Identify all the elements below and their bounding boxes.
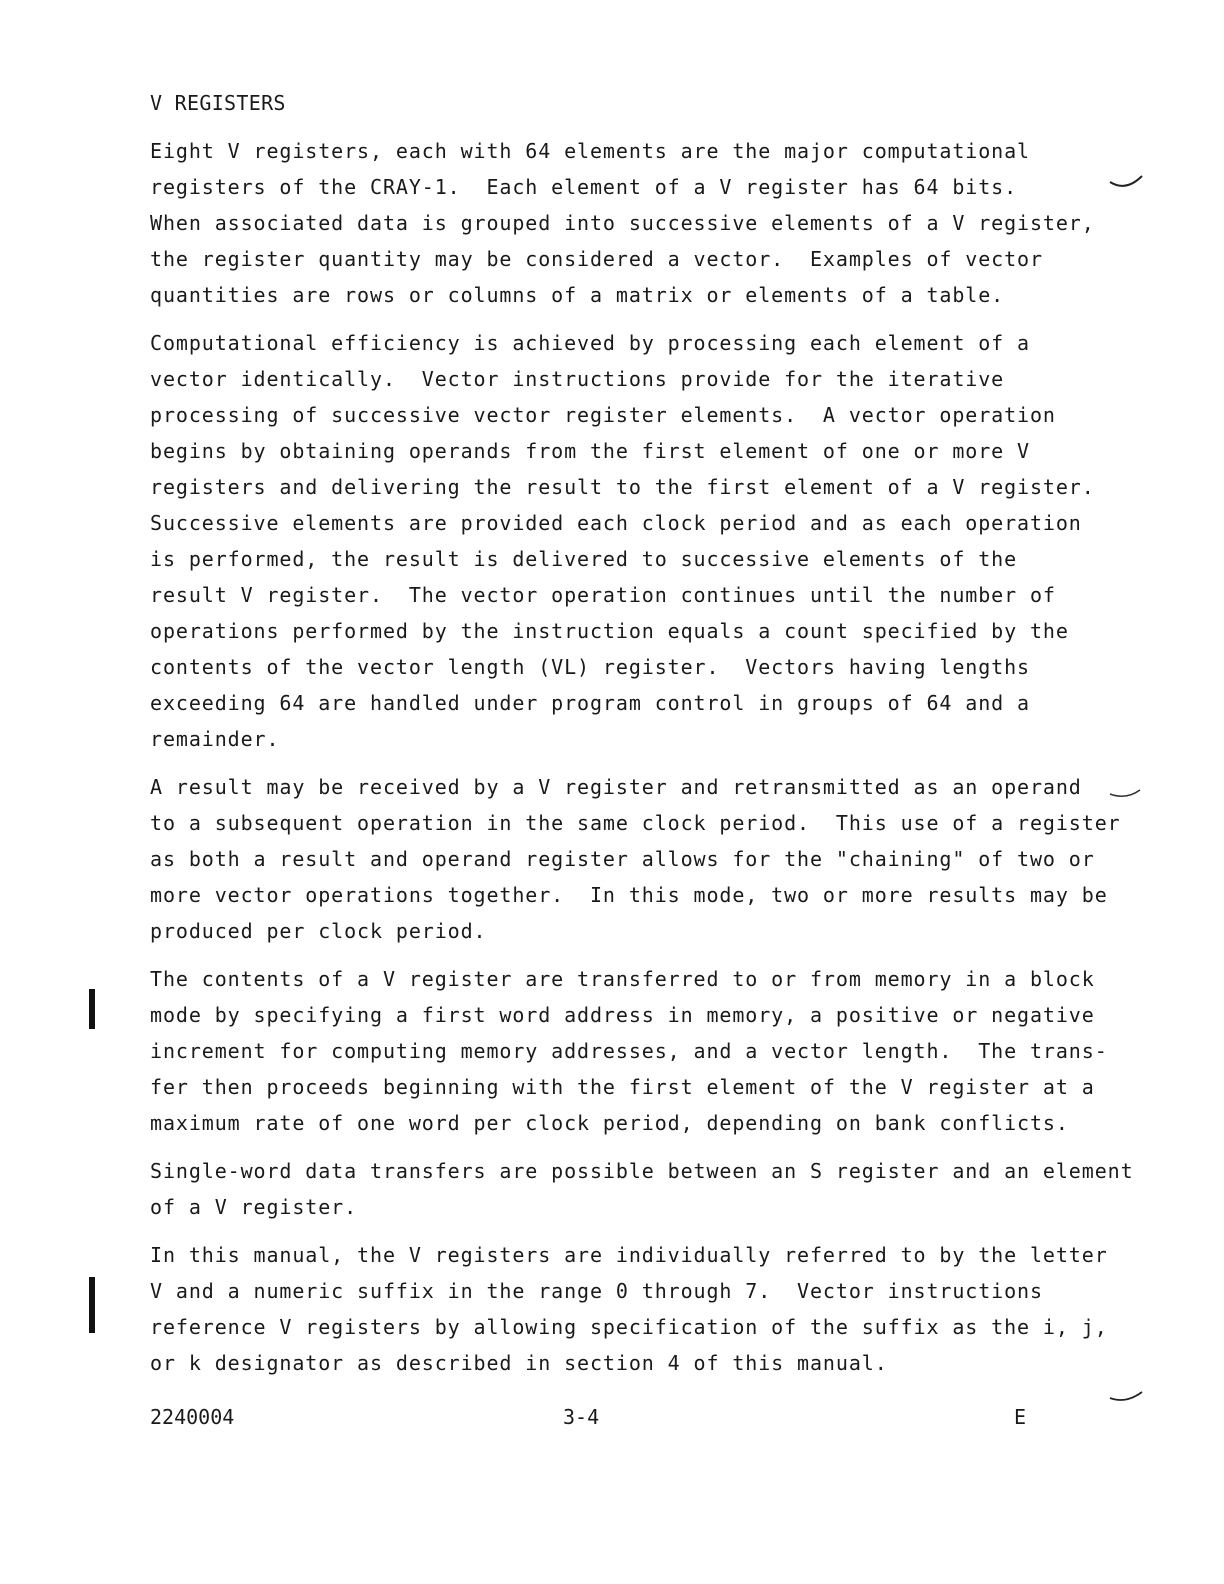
- change-bar: [89, 989, 95, 1029]
- text-line: registers and delivering the result to the first element of a V register.: [150, 475, 1095, 499]
- paragraph: [150, 133, 1095, 313]
- text-line: the register quantity may be considered a vector. Examples of vector: [150, 247, 1043, 271]
- text-line: Computational efficiency is achieved by processing each element of a: [150, 331, 1030, 355]
- text-line: more vector operations together. In this mode, two or more results may be: [150, 883, 1108, 907]
- paragraph: [150, 769, 1121, 949]
- text-line: When associated data is grouped into successive elements of a V register,: [150, 211, 1095, 235]
- text-line: V and a numeric suffix in the range 0 through 7. Vector instructions: [150, 1279, 1043, 1303]
- text-line: begins by obtaining operands from the first element of one or more V: [150, 439, 1030, 463]
- text-line: In this manual, the V registers are individually referred to by the letter: [150, 1243, 1108, 1267]
- text-line: maximum rate of one word per clock period, depending on bank conflicts.: [150, 1111, 1069, 1135]
- text-line: registers of the CRAY-1. Each element of a V register has 64 bits.: [150, 175, 1018, 199]
- text-line: Single-word data transfers are possible between an S register and an element: [150, 1159, 1134, 1183]
- text-line: to a subsequent operation in the same clock period. This use of a register: [150, 811, 1121, 835]
- text-line: fer then proceeds beginning with the first element of the V register at a: [150, 1075, 1095, 1099]
- text-line: A result may be received by a V register and retransmitted as an operand: [150, 775, 1082, 799]
- text-line: mode by specifying a first word address in memory, a positive or negative: [150, 1003, 1095, 1027]
- text-line: vector identically. Vector instructions provide for the iterative: [150, 367, 1005, 391]
- text-line: of a V register.: [150, 1195, 358, 1219]
- text-line: remainder.: [150, 727, 280, 751]
- paragraph: [150, 1237, 1108, 1381]
- text-line: result V register. The vector operation continues until the number of: [150, 583, 1056, 607]
- text-line: produced per clock period.: [150, 919, 487, 943]
- text-line: exceeding 64 are handled under program control in groups of 64 and a: [150, 691, 1030, 715]
- change-bar: [89, 1277, 95, 1333]
- text-line: as both a result and operand register allows for the "chaining" of two or: [150, 847, 1095, 871]
- text-line: or k designator as described in section 4 of this manual.: [150, 1351, 888, 1375]
- text-line: reference V registers by allowing specification of the suffix as the i, j,: [150, 1315, 1108, 1339]
- footer-doc-number: 2240004: [150, 1405, 235, 1429]
- paragraph: [150, 1153, 1134, 1225]
- margin-mark-icon: [1108, 1388, 1144, 1408]
- footer-revision: E: [1014, 1405, 1027, 1429]
- text-line: processing of successive vector register elements. A vector operation: [150, 403, 1056, 427]
- text-line: Successive elements are provided each clock period and as each operation: [150, 511, 1082, 535]
- section-heading: V REGISTERS: [150, 91, 286, 115]
- footer-page-number: 3-4: [563, 1405, 600, 1429]
- text-line: quantities are rows or columns of a matrix or elements of a table.: [150, 283, 1005, 307]
- text-line: The contents of a V register are transferred to or from memory in a block: [150, 967, 1095, 991]
- paragraph: [150, 961, 1108, 1141]
- text-line: is performed, the result is delivered to successive elements of the: [150, 547, 1018, 571]
- text-line: increment for computing memory addresses, and a vector length. The trans-: [150, 1039, 1108, 1063]
- margin-mark-icon: [1108, 784, 1144, 804]
- text-line: contents of the vector length (VL) register. Vectors having lengths: [150, 655, 1030, 679]
- paragraph: [150, 325, 1095, 757]
- text-line: operations performed by the instruction equals a count specified by the: [150, 619, 1069, 643]
- text-line: Eight V registers, each with 64 elements are the major computational: [150, 139, 1030, 163]
- margin-mark-icon: [1108, 172, 1144, 192]
